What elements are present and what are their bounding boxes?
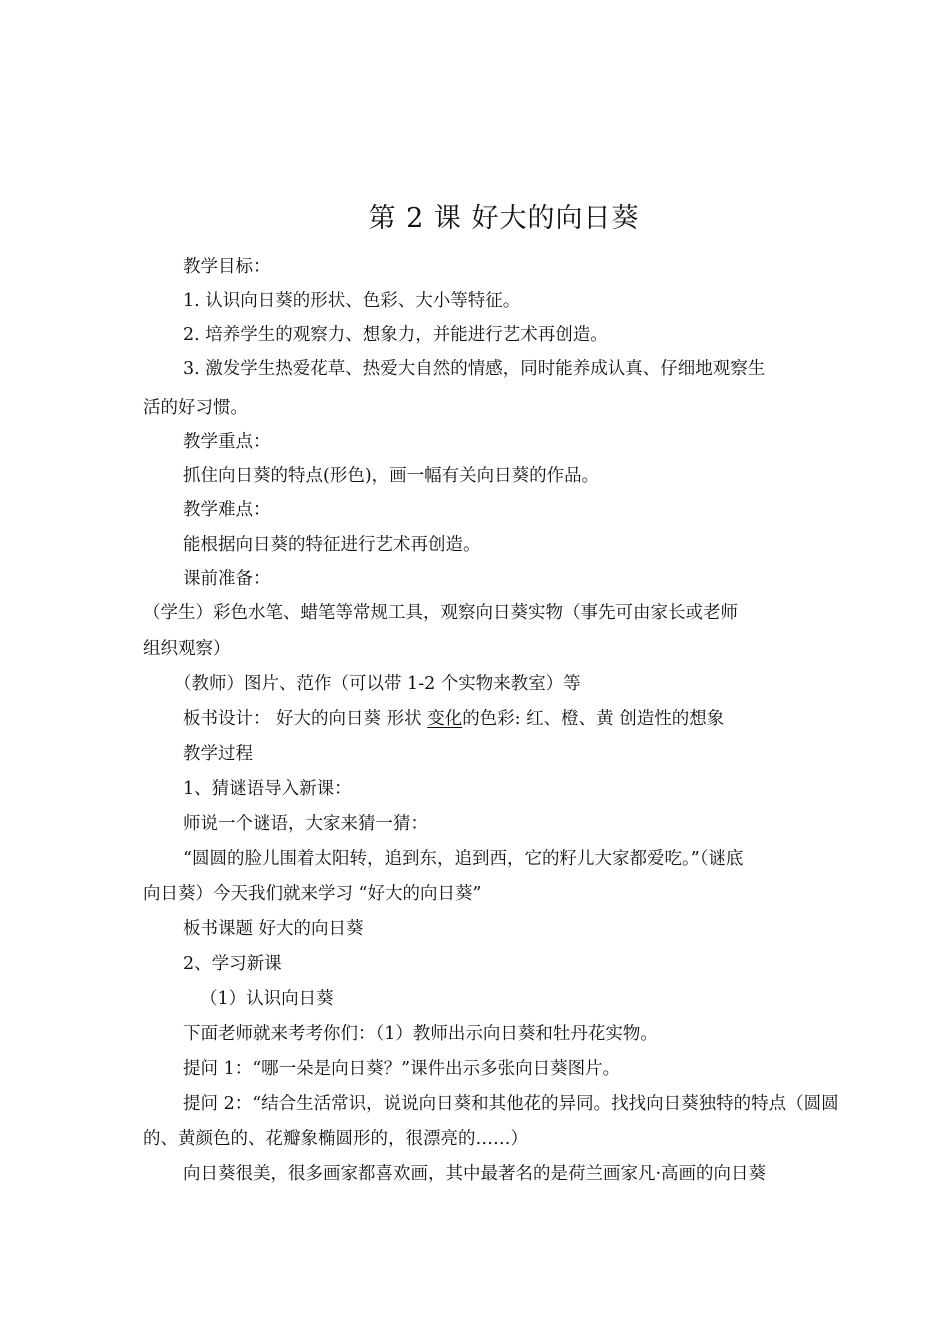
board-underlined-word: 变化 xyxy=(427,709,463,729)
text-line: 1. 认识向日葵的形状、色彩、大小等特征。 xyxy=(183,291,521,311)
text-line: 向日葵）今天我们就来学习 “好大的向日葵” xyxy=(143,884,482,904)
text-line: 3. 激发学生热爱花草、热爱大自然的情感，同时能养成认真、仔细地观察生 xyxy=(183,359,766,379)
text-line: 能根据向日葵的特征进行艺术再创造。 xyxy=(183,535,481,555)
text-line: 活的好习惯。 xyxy=(143,398,248,418)
text-line: 教学目标： xyxy=(183,257,271,277)
page-title: 第 2 课 好大的向日葵 xyxy=(368,203,640,234)
text-line: （1）认识向日葵 xyxy=(200,989,334,1009)
text-line: 师说一个谜语，大家来猜一猜： xyxy=(183,814,428,834)
board-prefix: 板书设计： 好大的向日葵 形状 xyxy=(183,709,428,729)
text-line: 2、学习新课 xyxy=(183,954,282,974)
text-line: 组织观察） xyxy=(143,639,231,659)
text-line: 提问 1：“哪一朵是向日葵？”课件出示多张向日葵图片。 xyxy=(183,1059,621,1079)
text-line: 下面老师就来考考你们：（1）教师出示向日葵和牡丹花实物。 xyxy=(183,1024,658,1044)
board-suffix: 的色彩: 红、橙、黄 创造性的想象 xyxy=(462,709,725,729)
text-line: 的、黄颜色的、花瓣象椭圆形的，很漂亮的……） xyxy=(143,1129,528,1149)
text-line: （学生）彩色水笔、蜡笔等常规工具，观察向日葵实物（事先可由家长或老师 xyxy=(143,603,738,623)
text-line: 抓住向日葵的特点(形色)，画一幅有关向日葵的作品。 xyxy=(183,466,600,486)
text-line: 教学过程 xyxy=(183,744,253,764)
text-line: 2. 培养学生的观察力、想象力，并能进行艺术再创造。 xyxy=(183,325,608,345)
text-line: 1、猜谜语导入新课： xyxy=(183,779,352,799)
board-design-line xyxy=(183,707,724,731)
text-line: 提问 2：“结合生活常识，说说向日葵和其他花的异同。找找向日葵独特的特点（圆圆 xyxy=(183,1094,839,1114)
text-line: 课前准备： xyxy=(183,569,271,589)
text-line: 向日葵很美，很多画家都喜欢画，其中最著名的是荷兰画家凡·高画的向日葵 xyxy=(183,1164,767,1184)
text-line: 教学重点： xyxy=(183,432,271,452)
text-line: （教师）图片、范作（可以带 1-2 个实物来教室）等 xyxy=(174,674,581,694)
text-line: 板书课题 好大的向日葵 xyxy=(183,919,364,939)
text-line: “圆圆的脸儿围着太阳转，追到东，追到西，它的籽儿大家都爱吃。”（谜底 xyxy=(183,849,744,869)
text-line: 教学难点： xyxy=(183,500,271,520)
